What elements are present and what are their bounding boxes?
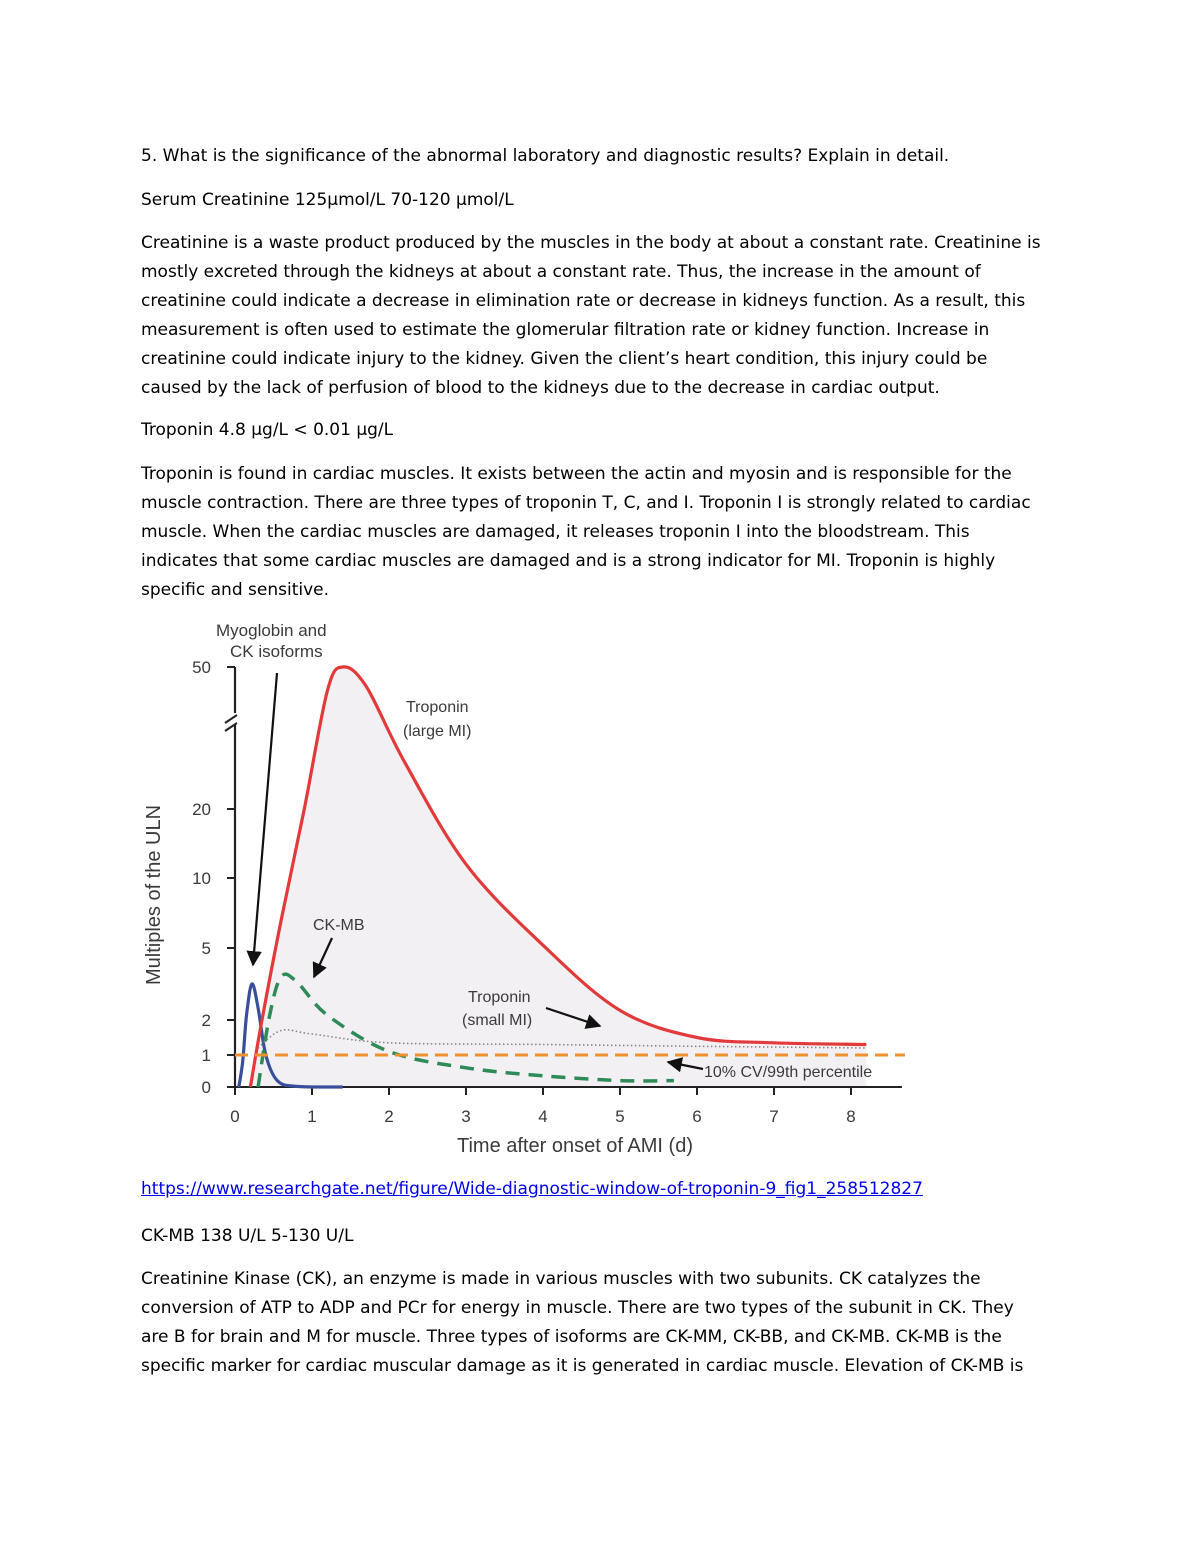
y-tick-label: 10	[192, 869, 211, 888]
creatinine-paragraph	[141, 229, 1061, 403]
troponin-large-mi-area	[250, 667, 866, 1087]
label-ckmb: CK-MB	[313, 917, 365, 934]
paragraph-line: Creatinine is a waste product produced by the muscles in the body at about a constant rate. Creatinine is	[141, 233, 1041, 253]
paragraph-line: creatinine could indicate a decrease in elimination rate or decrease in kidneys function. As a result, this	[141, 291, 1026, 311]
y-tick-label: 1	[201, 1046, 211, 1065]
creatinine-value-text: Serum Creatinine 125μmol/L 70-120 μmol/L	[141, 190, 514, 210]
chart-svg	[138, 615, 910, 1165]
paragraph-line: creatinine could indicate injury to the kidney. Given the client’s heart condition, this injury could be	[141, 349, 988, 369]
label-troponin-large-line2: (large MI)	[403, 723, 472, 740]
x-tick-label: 2	[384, 1107, 394, 1126]
x-tick-group	[230, 1087, 855, 1126]
y-tick-group	[192, 658, 235, 1097]
x-tick-label: 8	[846, 1107, 856, 1126]
x-tick-label: 5	[615, 1107, 625, 1126]
y-axis-title: Multiples of the ULN	[143, 804, 165, 986]
arrow-myoglobin	[253, 673, 277, 965]
x-tick-label: 7	[769, 1107, 779, 1126]
biomarker-chart	[138, 615, 910, 1165]
question-heading	[141, 142, 1061, 171]
paragraph-line: are B for brain and M for muscle. Three types of isoforms are CK-MM, CK-BB, and CK-MB. CK-MB is the	[141, 1327, 1002, 1347]
x-tick-label: 4	[538, 1107, 548, 1126]
paragraph-line: specific marker for cardiac muscular damage as it is generated in cardiac muscle. Elevation of CK-MB is	[141, 1356, 1024, 1376]
x-tick-label: 6	[692, 1107, 702, 1126]
label-troponin-small-line2: (small MI)	[462, 1012, 533, 1029]
label-troponin-large-line1: Troponin	[406, 699, 469, 716]
y-tick-label: 2	[201, 1011, 211, 1030]
paragraph-line: conversion of ATP to ADP and PCr for energy in muscle. There are two types of the subunit in CK. They	[141, 1298, 1014, 1318]
x-tick-label: 0	[230, 1107, 240, 1126]
ckmb-paragraph	[141, 1265, 1061, 1381]
y-tick-label: 50	[192, 658, 211, 677]
y-tick-label: 5	[201, 939, 211, 958]
troponin-value-line	[141, 416, 1061, 445]
ckmb-value-line	[141, 1222, 1061, 1251]
figure-source-link[interactable]: https://www.researchgate.net/figure/Wide-diagnostic-window-of-troponin-9_fig1_258512827	[141, 1179, 923, 1199]
paragraph-line: indicates that some cardiac muscles are damaged and is a strong indicator for MI. Troponin is highly	[141, 551, 996, 571]
y-tick-label: 0	[201, 1078, 211, 1097]
paragraph-line: caused by the lack of perfusion of blood to the kidneys due to the decrease in cardiac output.	[141, 378, 940, 398]
label-troponin-small-line1: Troponin	[468, 989, 531, 1006]
label-myoglobin-line2: CK isoforms	[230, 642, 323, 661]
label-percentile: 10% CV/99th percentile	[704, 1064, 873, 1081]
troponin-value-text: Troponin 4.8 µg/L < 0.01 µg/L	[141, 420, 394, 440]
question-text: 5. What is the significance of the abnormal laboratory and diagnostic results? Explain in detail.	[141, 146, 950, 166]
ckmb-value-text: CK-MB 138 U/L 5-130 U/L	[141, 1226, 354, 1246]
paragraph-line: Troponin is found in cardiac muscles. It exists between the actin and myosin and is responsible for the	[141, 464, 1012, 484]
paragraph-line: Creatinine Kinase (CK), an enzyme is made in various muscles with two subunits. CK catalyzes the	[141, 1269, 981, 1289]
troponin-paragraph	[141, 460, 1061, 605]
paragraph-line: measurement is often used to estimate the glomerular filtration rate or kidney function. Increase in	[141, 320, 990, 340]
y-tick-label: 20	[192, 800, 211, 819]
paragraph-line: muscle contraction. There are three types of troponin T, C, and I. Troponin I is strongly related to cardiac	[141, 493, 1031, 513]
label-myoglobin-line1: Myoglobin and	[216, 621, 327, 640]
x-axis-title: Time after onset of AMI (d)	[456, 1135, 694, 1157]
x-tick-label: 1	[307, 1107, 317, 1126]
x-tick-label: 3	[461, 1107, 471, 1126]
paragraph-line: specific and sensitive.	[141, 580, 330, 600]
paragraph-line: mostly excreted through the kidneys at about a constant rate. Thus, the increase in the amount of	[141, 262, 981, 282]
creatinine-value-line	[141, 186, 1061, 215]
paragraph-line: muscle. When the cardiac muscles are damaged, it releases troponin I into the bloodstream. This	[141, 522, 970, 542]
